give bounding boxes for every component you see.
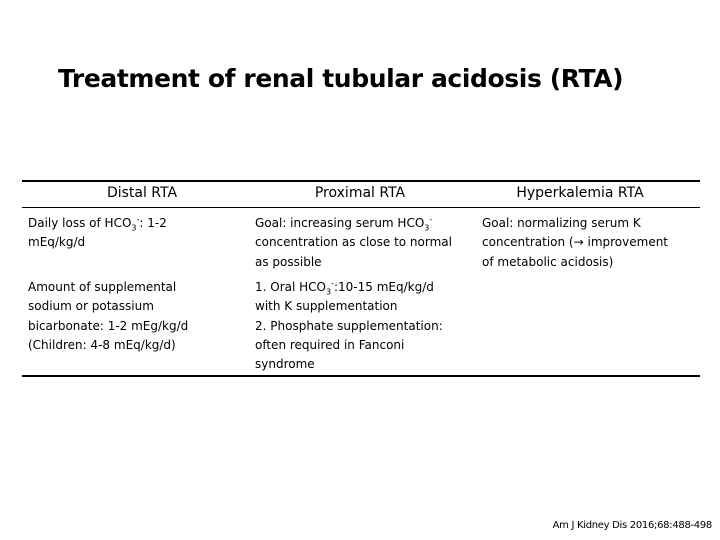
table-bottom-rule	[22, 375, 700, 377]
header-proximal-rta: Proximal RTA	[314, 185, 406, 201]
row1-distal-cell: Daily loss of $HCO_3^-$: 1-2 mEq/kg/d	[28, 215, 167, 250]
table-top-rule	[22, 180, 700, 182]
table-header-rule	[22, 207, 700, 208]
row1-proximal-cell: Goal: increasing serum $HCO_3^-$ concentration as close to normal as possible	[255, 215, 452, 269]
header-hyperkalemia-rta: Hyperkalemia RTA	[516, 185, 644, 201]
citation: Am J Kidney Dis 2016;68:488-498	[552, 520, 712, 531]
row2-distal-cell: Amount of supplemental sodium or potassium bicarbonate: 1-2 mEg/kg/d (Children: 4-8 mEq/kg/d)	[28, 280, 189, 352]
row1-hyperkalemia-cell: Goal: normalizing serum K concentration (→ improvement of metabolic acidosis)	[482, 216, 669, 269]
row2-proximal-cell: 1. Oral $HCO_3^-:10-15$ mEq/kg/d with K supplementation 2. Phosphate supplementation: often required in Fanconi syndrome	[255, 279, 443, 372]
header-distal-rta: Distal RTA	[106, 185, 178, 201]
arrow-right-icon: →	[573, 235, 584, 250]
slide-title: Treatment of renal tubular acidosis (RTA)	[58, 64, 624, 93]
